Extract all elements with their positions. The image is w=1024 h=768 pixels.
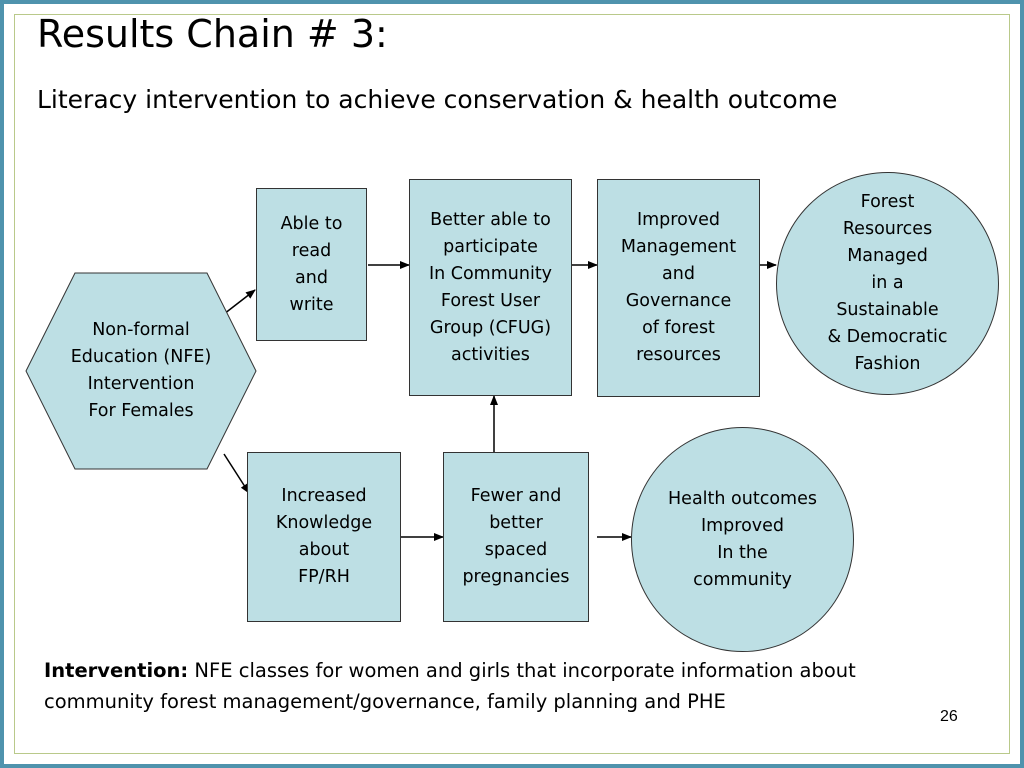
node-knowledge-label: Increased Knowledge about FP/RH [275, 486, 373, 587]
node-forest-label: Forest Resources Managed in a Sustainable & Democratic Fashion [827, 192, 948, 374]
node-participate-label: Better able to participate In Community Forest User Group (CFUG) activities [428, 209, 553, 365]
node-pregnancies [443, 452, 589, 622]
page-number: 26 [940, 708, 958, 725]
slide-title: Results Chain # 3: [37, 12, 388, 56]
intervention-note [44, 655, 944, 717]
node-participate [409, 179, 572, 396]
node-health-outcome [631, 427, 854, 652]
node-knowledge [247, 452, 401, 622]
intervention-label: Intervention: [44, 659, 189, 682]
node-management-label: Improved Management and Governance of forest resources [620, 210, 737, 365]
nfe-label: Non-formal Education (NFE) Intervention For Females [70, 320, 212, 421]
node-management [597, 179, 760, 397]
node-health-label: Health outcomes Improved In the community [668, 488, 817, 590]
node-read-write [256, 188, 367, 341]
nfe-hexagon [25, 272, 257, 470]
slide-subtitle: Literacy intervention to achieve conservation & health outcome [37, 85, 838, 114]
node-read-write-label: Able to read and write [280, 213, 343, 315]
intervention-text: NFE classes for women and girls that incorporate information about community forest management/governance, family planning and PHE [44, 659, 856, 713]
node-forest-outcome [776, 172, 999, 395]
node-pregnancies-label: Fewer and better spaced pregnancies [462, 486, 570, 587]
